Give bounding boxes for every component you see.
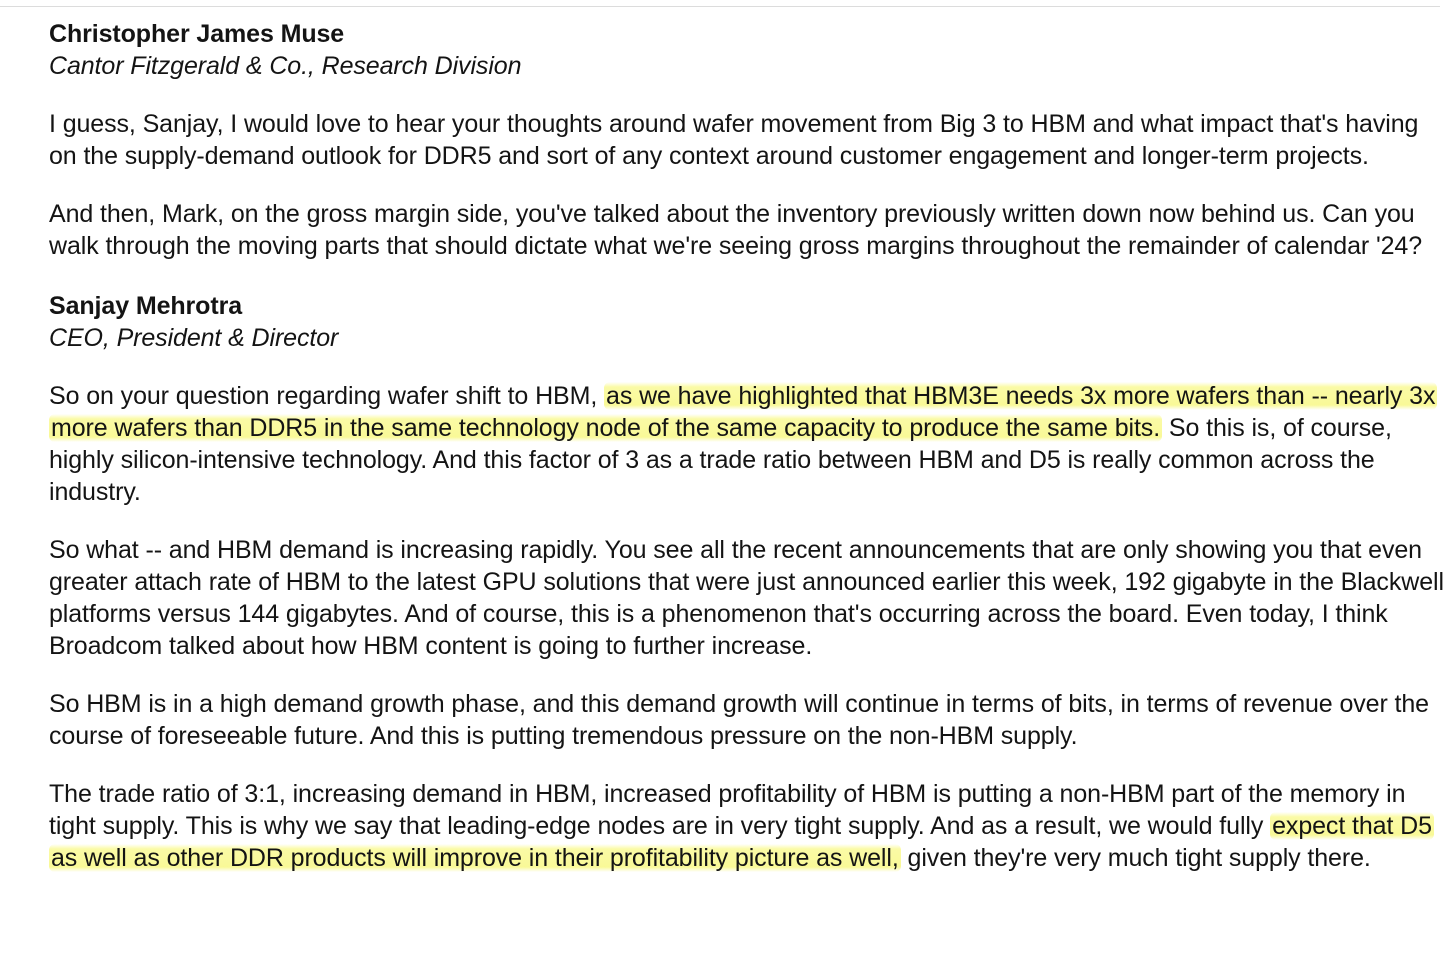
highlighted-text: expect that D5 as well as other DDR products will improve in their profitability picture as well, — [51, 812, 1432, 872]
answer-text: The trade ratio of 3:1, increasing demand in HBM, increased profitability of HBM is putting a non-HBM part of the memory in tight supply. This is why we say that leading-edge nodes are in very tight supply. And as a result, we would fully — [49, 780, 1406, 840]
speaker-title: CEO, President & Director — [49, 324, 339, 352]
answer-paragraph-1 — [49, 380, 1449, 508]
question-paragraph-1: I guess, Sanjay, I would love to hear your thoughts around wafer movement from Big 3 to HBM and what impact that's having on the supply-demand outlook for DDR5 and sort of any context around customer engagement and longer-term projects. — [49, 110, 1419, 170]
speaker-name: Sanjay Mehrotra — [49, 292, 243, 320]
highlighted-text: as we have highlighted that HBM3E needs 3x more wafers than -- nearly 3x more wafers than DDR5 in the same technology node of the same capacity to produce the same bits. — [51, 382, 1436, 442]
answer-text: So this is, of course, highly silicon-intensive technology. And this factor of 3 as a trade ratio between HBM and D5 is really common across the industry. — [49, 414, 1392, 506]
speaker-block-mehrotra — [49, 288, 1449, 354]
question-paragraph-2: And then, Mark, on the gross margin side, you've talked about the inventory previously written down now behind us. Can you walk through the moving parts that should dictate what we're seeing gross margins throughout the remainder of calendar '24? — [49, 200, 1423, 260]
answer-text: So on your question regarding wafer shift to HBM, — [49, 382, 605, 410]
top-divider — [0, 6, 1440, 7]
answer-paragraph-2: So what -- and HBM demand is increasing rapidly. You see all the recent announcements that are only showing you that even greater attach rate of HBM to the latest GPU solutions that were just announced earlier this week, 192 gigabyte in the Blackwell platforms versus 144 gigabytes. And of course, this is a phenomenon that's occurring across the board. Even today, I think Broadcom talked about how HBM content is going to further increase. — [49, 536, 1444, 660]
speaker-block-muse — [49, 16, 1449, 82]
answer-paragraph-4 — [49, 778, 1449, 874]
answer-paragraph-3: So HBM is in a high demand growth phase, and this demand growth will continue in terms of bits, in terms of revenue over the course of foreseeable future. And this is putting tremendous pressure on the non-HBM supply. — [49, 690, 1429, 750]
speaker-name: Christopher James Muse — [49, 20, 345, 48]
speaker-affiliation: Cantor Fitzgerald & Co., Research Division — [49, 52, 522, 80]
transcript-document — [49, 16, 1449, 874]
answer-text: given they're very much tight supply there. — [900, 844, 1371, 872]
